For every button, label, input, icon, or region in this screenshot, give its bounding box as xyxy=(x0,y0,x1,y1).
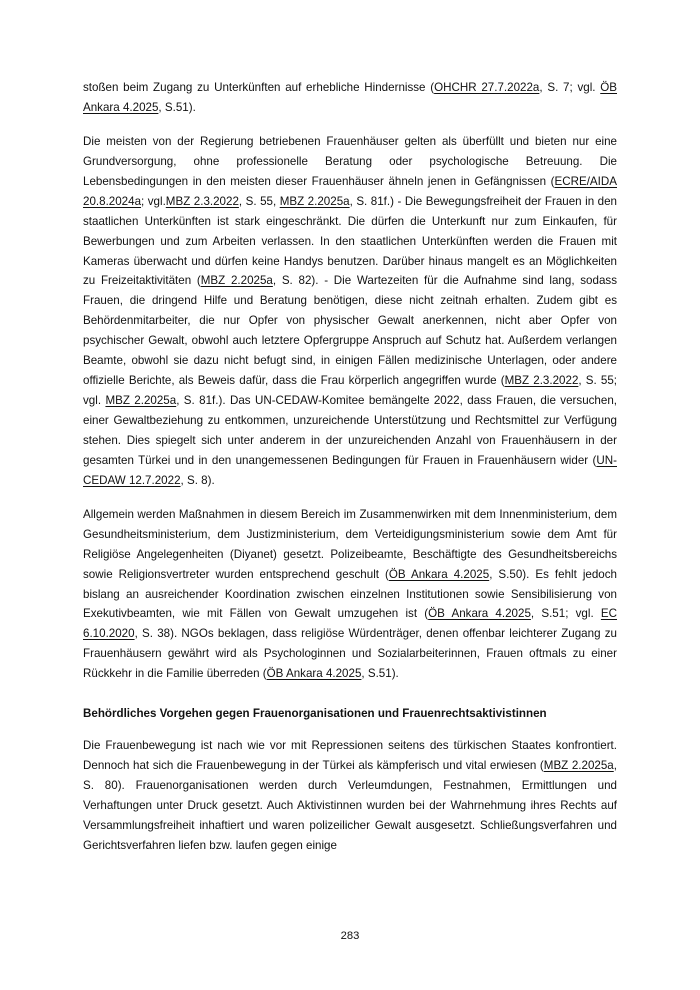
source-citation[interactable]: ÖB Ankara 4.2025 xyxy=(428,607,531,621)
source-citation[interactable]: EC 6.10.2020 xyxy=(83,607,618,641)
paragraph-4 xyxy=(83,736,617,856)
text-run: , S. 55, xyxy=(238,194,280,208)
source-citation[interactable]: OHCHR 27.7.2022a xyxy=(434,81,540,94)
source-citation[interactable]: MBZ 2.3.2022 xyxy=(165,194,239,208)
page-number: 283 xyxy=(340,930,360,942)
text-run: , S.50). Es fehlt jedoch bislang an ausreichender Koordination zwischen einzelnen Institutionen sowie Sensibilisierung von Exekutivbeamten, wie mit Fällen von Gewalt umzugehen ist ( xyxy=(83,567,617,621)
section-heading xyxy=(83,704,617,724)
text-run: Die meisten von der Regierung betriebenen Frauenhäuser gelten als überfüllt und bieten nur eine Grundversorgung, ohne professionelle Beratung oder psychologische Betreuung. Die Lebensbedingungen in den meisten dieser Frauenhäuser ähneln jenen in Gefängnissen ( xyxy=(83,134,617,188)
source-citation[interactable]: ECRE/AIDA 20.8.2024a xyxy=(83,174,617,208)
source-citation[interactable]: MBZ 2.2025a xyxy=(279,194,350,208)
text-run: , S. 80). Frauenorganisationen werden durch Verleumdungen, Festnahmen, Ermittlungen und Verhaftungen unter Druck gesetzt. Auch Aktivistinnen wurden bei der Wahrnehmung ihres Rechts auf Versammlungsfreiheit inhaftiert und waren polizeilicher Gewalt ausgesetzt. Schließungsverfahren und Gerichtsverfahren liefen bzw. laufen gegen einige xyxy=(83,759,617,852)
text-run: ; vgl. xyxy=(141,194,166,208)
source-citation[interactable]: MBZ 2.2025a xyxy=(105,394,177,408)
text-run: stoßen beim Zugang zu Unterkünften auf erhebliche Hindernisse ( xyxy=(83,81,435,94)
paragraph-1 xyxy=(83,78,617,118)
text-run: , S. 55; vgl. xyxy=(83,374,618,408)
page-body xyxy=(83,78,617,856)
text-run: , S.51). xyxy=(158,100,196,114)
source-citation[interactable]: ÖB Ankara 4.2025 xyxy=(388,567,490,581)
text-run: Allgemein werden Maßnahmen in diesem Bereich im Zusammenwirken mit dem Innenministerium, dem Gesundheitsministerium, dem Justizministerium, dem Verteidigungsministerium sowie dem Amt für Religiöse Angelegenheiten (Diyanet) gesetzt. Polizeibeamte, Beschäftigte des Gesundheitsbereichs sowie Religionsvertreter wurden entsprechend geschult ( xyxy=(83,507,617,581)
source-citation[interactable]: MBZ 2.2025a xyxy=(200,274,273,288)
text-run: , S.51; vgl. xyxy=(530,607,601,621)
paragraph-2 xyxy=(83,132,617,491)
text-run: Die Frauenbewegung ist nach wie vor mit Repressionen seitens des türkischen Staates konfrontiert. Dennoch hat sich die Frauenbewegung in der Türkei als kämpferisch und vital erwiesen ( xyxy=(83,739,617,773)
source-citation[interactable]: MBZ 2.2025a xyxy=(543,759,614,773)
source-citation[interactable]: MBZ 2.3.2022 xyxy=(504,374,579,388)
paragraph-3 xyxy=(83,505,617,684)
text-run: , S.51). xyxy=(361,667,399,681)
source-citation[interactable]: UN-CEDAW 12.7.2022 xyxy=(83,453,617,487)
source-citation[interactable]: ÖB Ankara 4.2025 xyxy=(83,81,617,114)
text-run: , S. 81f.) - Die Bewegungsfreiheit der Frauen in den staatlichen Unterkünften ist stark eingeschränkt. Die dürfen die Unterkunft nur zum Einkaufen, für Bewerbungen und zum Arbeiten verlassen. In den staatlichen Unterkünften werden die Frauen mit Kameras überwacht und dürfen keine Handys benutzen. Darüber hinaus mangelt es an Möglichkeiten zu Freizeitaktivitäten ( xyxy=(83,194,617,288)
text-run: , S. 38). NGOs beklagen, dass religiöse Würdenträger, denen offenbar leichterer Zugang zu Frauenhäusern gewährt wird als Psychologinnen und Sozialarbeiterinnen, Frauen oftmals zu einer Rückkehr in die Familie überreden ( xyxy=(83,627,617,681)
text-run: , S. 81f.). Das UN-CEDAW-Komitee bemängelte 2022, dass Frauen, die versuchen, einer Gewaltbeziehung zu entkommen, unzureichende Unterstützung und Rechtsmittel zur Verfügung stehen. Dies spiegelt sich unter anderem in der unzureichenden Anzahl von Frauenhäusern in der gesamten Türkei und in den unangemessenen Bedingungen für Frauen in Frauenhäusern wider ( xyxy=(83,394,617,467)
text-run: Behördliches Vorgehen gegen Frauenorganisationen und Frauenrechtsaktivistinnen xyxy=(83,707,547,721)
text-run: , S. 8). xyxy=(180,473,215,487)
text-run: , S. 7; vgl. xyxy=(539,81,601,94)
text-run: , S. 82). - Die Wartezeiten für die Aufnahme sind lang, sodass Frauen, die dringend Hilfe und Beratung benötigen, diese nicht zeitnah erhalten. Zudem gibt es Behördenmitarbeiter, die nur Opfer von physischer Gewalt anerkennen, nicht aber Opfer von psychischer Gewalt, obwohl auch letztere Opfergruppe Anspruch auf Schutz hat. Außerdem verlangen Beamte, obwohl sie dazu nicht befugt sind, in einigen Fällen medizinische Unterlagen, oder andere offizielle Berichte, als Beweis dafür, dass die Frau körperlich angegriffen wurde ( xyxy=(83,274,617,388)
source-citation[interactable]: ÖB Ankara 4.2025 xyxy=(266,667,362,681)
